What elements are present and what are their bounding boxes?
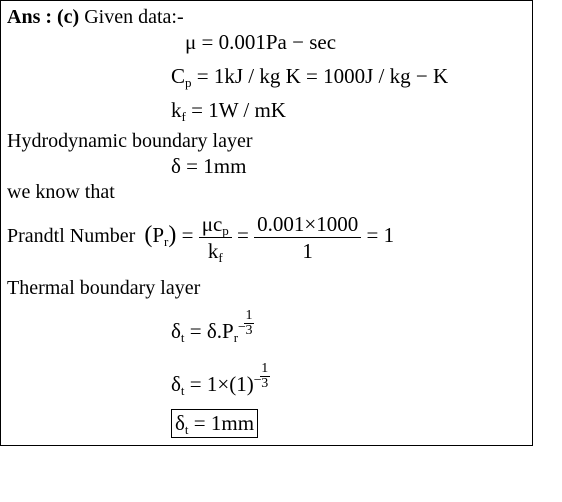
- hydrodynamic-equation: [171, 154, 246, 178]
- prandtl-fraction: [199, 211, 232, 264]
- specific-heat-value: 1kJ / kg K = 1000J / kg − K: [213, 64, 449, 88]
- fraction-denominator: 1: [302, 238, 313, 263]
- viscosity-equation: [185, 30, 336, 54]
- kf-symbol: k: [171, 98, 182, 122]
- equals-sign: =: [196, 30, 219, 54]
- conductivity-value: 1W / mK: [208, 98, 286, 122]
- final-answer-value: 1mm: [210, 411, 255, 435]
- equals-sign: =: [188, 411, 211, 435]
- specific-heat-equation: [171, 64, 448, 88]
- equals-sign: =: [191, 64, 214, 88]
- thermal-equation-3: [171, 411, 258, 435]
- conductivity-equation: [171, 98, 286, 122]
- equals-sign: =: [185, 98, 209, 122]
- thermal-equation-1: $\delta_t = \delta.P_r$ − 1 3: [171, 308, 253, 345]
- thermal-label: Thermal boundary layer: [7, 277, 201, 299]
- kf-subscript: f: [181, 109, 186, 124]
- given-data-label: Given data:-: [84, 6, 184, 28]
- equals-sign: =: [184, 372, 207, 396]
- mu-symbol: μ: [185, 30, 197, 54]
- prandtl-result: 1: [383, 223, 395, 247]
- final-answer-box: $\delta_t = 1mm$: [171, 409, 258, 438]
- viscosity-value: 0.001Pa − sec: [218, 30, 337, 54]
- prandtl-equation: [7, 209, 394, 264]
- exponent: − 1 3: [253, 361, 269, 391]
- equals-sign: =: [361, 223, 384, 247]
- prandtl-symbol: $(P_r)$: [144, 222, 177, 249]
- prandtl-label: Prandtl Number: [7, 225, 136, 247]
- cp-symbol: C: [171, 64, 186, 88]
- equals-sign: =: [176, 223, 199, 247]
- exponent: − 1 3: [238, 308, 253, 338]
- fraction-denominator: $k_f$: [207, 238, 223, 265]
- we-know-text: we know that: [7, 181, 115, 203]
- fraction-numerator: 0.001×1000: [254, 211, 361, 238]
- answer-label: Ans : (c): [7, 6, 80, 28]
- thermal-equation-2: $\delta_t = 1\times(1)$ − 1 3: [171, 361, 269, 398]
- delta-symbol: δ: [171, 154, 181, 178]
- equals-sign: =: [180, 154, 204, 178]
- equals-sign: =: [231, 223, 255, 247]
- answer-heading: [7, 5, 184, 29]
- numeric-fraction: [254, 211, 361, 264]
- cp-subscript: p: [185, 75, 192, 90]
- equals-sign: =: [184, 319, 207, 343]
- hydrodynamic-value: 1mm: [203, 154, 247, 178]
- fraction-numerator: $\mu c_p$: [199, 211, 232, 238]
- hydrodynamic-label: Hydrodynamic boundary layer: [7, 130, 253, 152]
